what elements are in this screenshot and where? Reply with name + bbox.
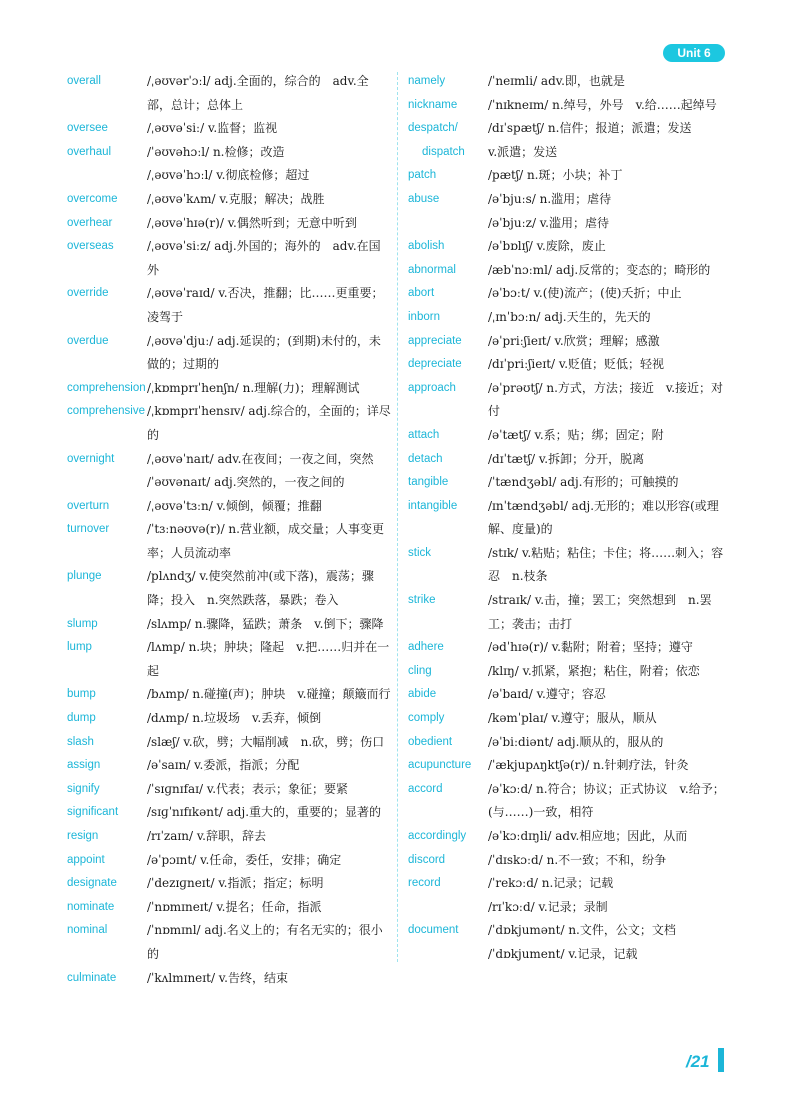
vocab-entry <box>408 188 728 212</box>
vocab-word: slump <box>67 617 98 630</box>
vocab-word: tangible <box>408 476 449 489</box>
vocab-word: accord <box>408 782 443 795</box>
vocab-definition: /ˌəʊvəˈkʌm/ v.克服；解决；战胜 <box>147 191 325 206</box>
vocab-word: dump <box>67 712 96 725</box>
vocab-word: appoint <box>67 853 105 866</box>
column-divider <box>397 72 398 962</box>
vocab-word: patch <box>408 169 437 182</box>
vocab-word: obedient <box>408 735 453 748</box>
vocab-word: depreciate <box>408 358 462 371</box>
vocab-definition: v.派遣；发送 <box>488 144 558 159</box>
vocab-word: appreciate <box>408 334 462 347</box>
vocab-entry <box>67 778 392 802</box>
vocab-entry <box>408 377 728 424</box>
vocab-word: designate <box>67 877 117 890</box>
vocab-word: bump <box>67 688 96 701</box>
vocab-definition: /ˈəʊvənaɪt/ adj.突然的，一夜之间的 <box>147 475 345 490</box>
vocab-entry <box>67 377 392 401</box>
vocab-definition: /ˌəʊvəˈraɪd/ v.否决，推翻；比……更重要；凌驾于 <box>147 286 384 324</box>
vocab-word: inborn <box>408 310 440 323</box>
vocab-definition: /əˈsaɪn/ v.委派，指派；分配 <box>147 758 300 773</box>
vocab-word: abolish <box>408 240 445 253</box>
vocab-word: lump <box>67 641 92 654</box>
vocab-definition: /ˌkɒmprɪˈhensɪv/ adj.综合的，全面的；详尽的 <box>147 404 391 442</box>
vocab-entry <box>408 660 728 684</box>
vocab-word: nominate <box>67 900 115 913</box>
vocab-entry <box>67 825 392 849</box>
vocab-entry <box>408 896 728 920</box>
vocab-word: namely <box>408 75 446 87</box>
vocab-entry <box>408 731 728 755</box>
page-number: /21 <box>686 1052 710 1071</box>
vocab-definition: /əˈbjuːs/ n.滥用；虐待 <box>488 191 612 206</box>
vocab-entry <box>67 967 392 991</box>
vocab-definition: /ˈəʊvəhɔːl/ n.检修；改造 <box>147 144 285 159</box>
vocab-definition: /əˈbɒlɪʃ/ v.废除，废止 <box>488 239 606 254</box>
vocab-entry <box>408 542 728 589</box>
vocab-entry <box>408 141 728 165</box>
vocab-definition: /ˌəʊvəˈsiː/ v.监督；监视 <box>147 121 278 136</box>
vocab-entry <box>408 589 728 636</box>
vocab-entry <box>67 471 392 495</box>
vocab-entry <box>67 754 392 778</box>
vocab-word: significant <box>67 806 119 819</box>
vocab-word: document <box>408 924 459 937</box>
vocab-word: discord <box>408 853 446 866</box>
vocab-definition: /ˌəʊvəˈsiːz/ adj.外国的；海外的 adv.在国外 <box>147 239 381 277</box>
vocab-word: plunge <box>67 570 102 583</box>
vocab-word: nominal <box>67 924 108 937</box>
vocab-word: detach <box>408 452 443 465</box>
vocab-word: signify <box>67 782 100 795</box>
vocab-definition: /ˌəʊvəˈhɪə(r)/ v.偶然听到；无意中听到 <box>147 215 357 230</box>
vocab-entry <box>408 636 728 660</box>
vocab-entry <box>67 164 392 188</box>
vocab-definition: /dʌmp/ n.垃圾场 v.丢弃，倾倒 <box>147 711 322 726</box>
vocab-word: despatch/ <box>408 122 458 135</box>
vocab-word: abuse <box>408 192 440 205</box>
vocab-entry <box>67 518 392 565</box>
vocab-definition: /ˈækjupʌŋktʃə(r)/ n.针刺疗法，针灸 <box>488 758 689 773</box>
vocab-entry <box>408 471 728 495</box>
vocab-entry <box>67 565 392 612</box>
unit-badge: Unit 6 <box>663 44 725 62</box>
vocab-definition: /rɪˈkɔːd/ v.记录；录制 <box>488 899 608 914</box>
vocab-definition: /ˈsɪɡnɪfaɪ/ v.代表；表示；象征；要紧 <box>147 781 349 796</box>
vocab-entry <box>408 825 728 849</box>
vocab-entry <box>67 613 392 637</box>
vocab-entry <box>408 754 728 778</box>
vocab-entry <box>408 707 728 731</box>
vocab-word: abide <box>408 688 437 701</box>
vocab-definition: /əˈprəʊtʃ/ n.方式，方法；接近 v.接近；对付 <box>488 380 724 419</box>
vocab-definition: /ˌkɒmprɪˈhenʃn/ n.理解(力)；理解测试 <box>147 380 360 395</box>
vocab-definition: /bʌmp/ n.碰撞(声)；肿块 v.碰撞；颠簸而行 <box>147 687 391 702</box>
vocab-entry <box>67 849 392 873</box>
vocab-definition: /ˌəʊvəˈtɜːn/ v.倾倒，倾覆；推翻 <box>147 498 322 513</box>
vocab-definition: /slʌmp/ n.骤降，猛跌；萧条 v.倒下；骤降 <box>147 616 384 631</box>
vocab-entry <box>408 424 728 448</box>
vocab-word: oversee <box>67 122 108 135</box>
vocab-word: turnover <box>67 523 110 536</box>
vocab-entry <box>408 259 728 283</box>
vocab-word: overhear <box>67 216 113 229</box>
vocab-entry <box>408 448 728 472</box>
vocab-definition: /əˈpɔɪnt/ v.任命，委任，安排；确定 <box>147 852 342 867</box>
vocab-definition: /ˈneɪmli/ adv.即，也就是 <box>488 74 625 88</box>
vocab-definition: /ˈnɒmɪnl/ adj.名义上的；有名无实的；很小的 <box>147 923 383 961</box>
vocab-entry <box>67 801 392 825</box>
vocab-definition: /əˈbjuːz/ v.滥用；虐待 <box>488 215 609 230</box>
vocab-entry <box>67 896 392 920</box>
vocab-entry <box>408 778 728 825</box>
vocab-entry <box>408 495 728 542</box>
vocab-entry <box>67 707 392 731</box>
vocab-entry <box>67 683 392 707</box>
vocab-definition: /dɪˈspætʃ/ n.信件；报道；派遣；发送 <box>488 121 692 136</box>
vocab-entry <box>67 141 392 165</box>
page-number-bar <box>718 1048 724 1072</box>
vocab-entry <box>408 872 728 896</box>
vocab-definition: /ˈdezɪɡneɪt/ v.指派；指定；标明 <box>147 876 324 891</box>
vocab-definition: /ˌəʊvəˈhɔːl/ v.彻底检修；超过 <box>147 168 310 183</box>
vocab-word: cling <box>408 664 432 677</box>
vocab-word: intangible <box>408 499 458 512</box>
vocab-definition: /stɪk/ v.粘贴；粘住；卡住；将……刺入；容忍 n.枝条 <box>488 545 724 584</box>
vocab-definition: /ˈdɪskɔːd/ n.不一致；不和，纷争 <box>488 852 667 867</box>
vocab-definition: /ˌəʊvəˈnaɪt/ adv.在夜间；一夜之间，突然 <box>147 451 374 466</box>
vocab-word: abort <box>408 287 435 300</box>
vocab-word: abnormal <box>408 263 456 276</box>
vocab-entry <box>408 683 728 707</box>
vocab-definition: /ˈtɜːnəʊvə(r)/ n.营业额，成交量；人事变更率；人员流动率 <box>147 522 384 560</box>
vocab-entry <box>67 636 392 683</box>
vocab-word: nickname <box>408 98 458 111</box>
vocab-definition: /slæʃ/ v.砍，劈；大幅削减 n.砍，劈；伤口 <box>147 734 385 749</box>
vocab-entry <box>67 235 392 282</box>
vocab-word: approach <box>408 381 456 394</box>
vocab-word: overhaul <box>67 145 112 158</box>
vocab-entry <box>67 919 392 966</box>
vocab-entry <box>408 353 728 377</box>
vocab-definition: /pætʃ/ n.斑；小块；补丁 <box>488 168 623 183</box>
vocab-word: comprehensive <box>67 405 145 418</box>
vocab-entry <box>408 849 728 873</box>
vocab-definition: /əˈbɔːt/ v.(使)流产；(使)夭折；中止 <box>488 286 682 301</box>
vocab-entry <box>67 117 392 141</box>
vocab-entry <box>408 330 728 354</box>
vocab-entry <box>408 164 728 188</box>
vocab-entry <box>408 94 728 118</box>
vocab-definition: /ˈtændʒəbl/ adj.有形的；可触摸的 <box>488 475 679 490</box>
vocab-definition: /ˈdɒkjument/ v.记录，记载 <box>488 946 638 961</box>
vocab-definition: /dɪˈpriːʃieɪt/ v.贬值；贬低；轻视 <box>488 357 665 372</box>
vocab-definition: /ˈnɪkneɪm/ n.绰号，外号 v.给……起绰号 <box>488 97 717 112</box>
vocab-entry <box>67 731 392 755</box>
vocab-word: overseas <box>67 240 114 253</box>
vocab-entry <box>67 188 392 212</box>
vocab-word: acupuncture <box>408 759 472 772</box>
vocab-definition: /əˈtætʃ/ v.系；贴；绑；固定；附 <box>488 427 664 442</box>
vocab-word: overturn <box>67 499 110 512</box>
left-column <box>67 70 392 990</box>
vocab-word: record <box>408 877 441 890</box>
vocab-word: override <box>67 287 109 300</box>
vocab-entry <box>408 70 728 94</box>
vocab-definition: /klɪŋ/ v.抓紧，紧抱；粘住，附着；依恋 <box>488 663 700 678</box>
vocab-word: overnight <box>67 452 115 465</box>
vocab-definition: /ɪnˈtændʒəbl/ adj.无形的；难以形容(或理解、度量)的 <box>488 498 719 537</box>
vocab-definition: /ˌəʊvərˈɔːl/ adj.全面的，综合的 adv.全部，总计；总体上 <box>147 74 369 112</box>
vocab-entry <box>67 448 392 472</box>
vocab-entry <box>67 282 392 329</box>
vocab-word: overall <box>67 75 101 87</box>
right-column <box>408 70 728 967</box>
vocab-word: adhere <box>408 641 444 654</box>
vocab-definition: /ˈrekɔːd/ n.记录；记载 <box>488 876 614 891</box>
vocab-definition: /əˈkɔːd/ n.符合；协议；正式协议 v.给予；(与……)一致，相符 <box>488 781 725 820</box>
vocab-definition: /ˈnɒmɪneɪt/ v.提名；任命，指派 <box>147 899 322 914</box>
vocab-word: comprehension <box>67 381 146 394</box>
vocab-definition: /plʌndʒ/ v.使突然前冲(或下落)，震荡；骤降；投入 n.突然跌落，暴跌；卷入 <box>147 569 374 608</box>
vocab-entry <box>408 306 728 330</box>
vocab-entry <box>67 70 392 117</box>
vocab-entry <box>408 212 728 236</box>
vocab-word: resign <box>67 830 99 842</box>
vocab-definition: /rɪˈzaɪn/ v.辞职，辞去 <box>147 829 266 843</box>
vocab-word: attach <box>408 428 440 441</box>
vocab-definition: /əˈbiːdiənt/ adj.顺从的，服从的 <box>488 734 664 749</box>
vocab-entry <box>408 943 728 967</box>
vocab-definition: /ˈdɒkjumənt/ n.文件，公文；文档 <box>488 923 676 938</box>
vocab-definition: /ˌɪnˈbɔːn/ adj.天生的，先天的 <box>488 309 651 324</box>
vocab-word: dispatch <box>422 145 465 158</box>
vocab-entry <box>67 330 392 377</box>
vocab-entry <box>408 117 728 141</box>
vocab-word: overdue <box>67 334 109 347</box>
vocab-word: slash <box>67 735 94 748</box>
vocab-definition: /ˌəʊvəˈdjuː/ adj.延误的；(到期)未付的，未做的；过期的 <box>147 333 381 372</box>
vocab-word: accordingly <box>408 830 467 842</box>
vocab-word: strike <box>408 594 436 607</box>
vocab-definition: /əˈkɔːdɪŋli/ adv.相应地；因此，从而 <box>488 829 688 843</box>
vocab-definition: /sɪɡˈnɪfɪkənt/ adj.重大的，重要的；显著的 <box>147 805 382 820</box>
vocab-definition: /æbˈnɔːml/ adj.反常的；变态的；畸形的 <box>488 262 711 277</box>
vocab-entry <box>67 400 392 447</box>
vocab-definition: /ədˈhɪə(r)/ v.黏附；附着；坚持；遵守 <box>488 640 693 655</box>
vocab-word: overcome <box>67 192 118 205</box>
vocab-word: stick <box>408 546 431 559</box>
vocab-definition: /əˈbaɪd/ v.遵守；容忍 <box>488 687 606 702</box>
vocab-word: culminate <box>67 971 117 984</box>
vocab-entry <box>67 212 392 236</box>
vocab-entry <box>408 235 728 259</box>
vocab-entry <box>408 282 728 306</box>
vocab-entry <box>67 872 392 896</box>
vocab-entry <box>408 919 728 943</box>
vocab-definition: /ˈkʌlmɪneɪt/ v.告终，结束 <box>147 970 288 985</box>
vocab-definition: /əˈpriːʃieɪt/ v.欣赏；理解；感激 <box>488 333 660 348</box>
vocab-definition: /dɪˈtætʃ/ v.拆卸；分开，脱离 <box>488 451 645 466</box>
vocab-word: comply <box>408 712 445 725</box>
vocab-word: assign <box>67 759 101 772</box>
vocab-entry <box>67 495 392 519</box>
vocab-definition: /straɪk/ v.击，撞；罢工；突然想到 n.罢工；袭击；击打 <box>488 593 712 631</box>
vocab-definition: /kəmˈplaɪ/ v.遵守；服从，顺从 <box>488 711 657 726</box>
vocab-definition: /lʌmp/ n.块；肿块；隆起 v.把……归并在一起 <box>147 640 390 678</box>
